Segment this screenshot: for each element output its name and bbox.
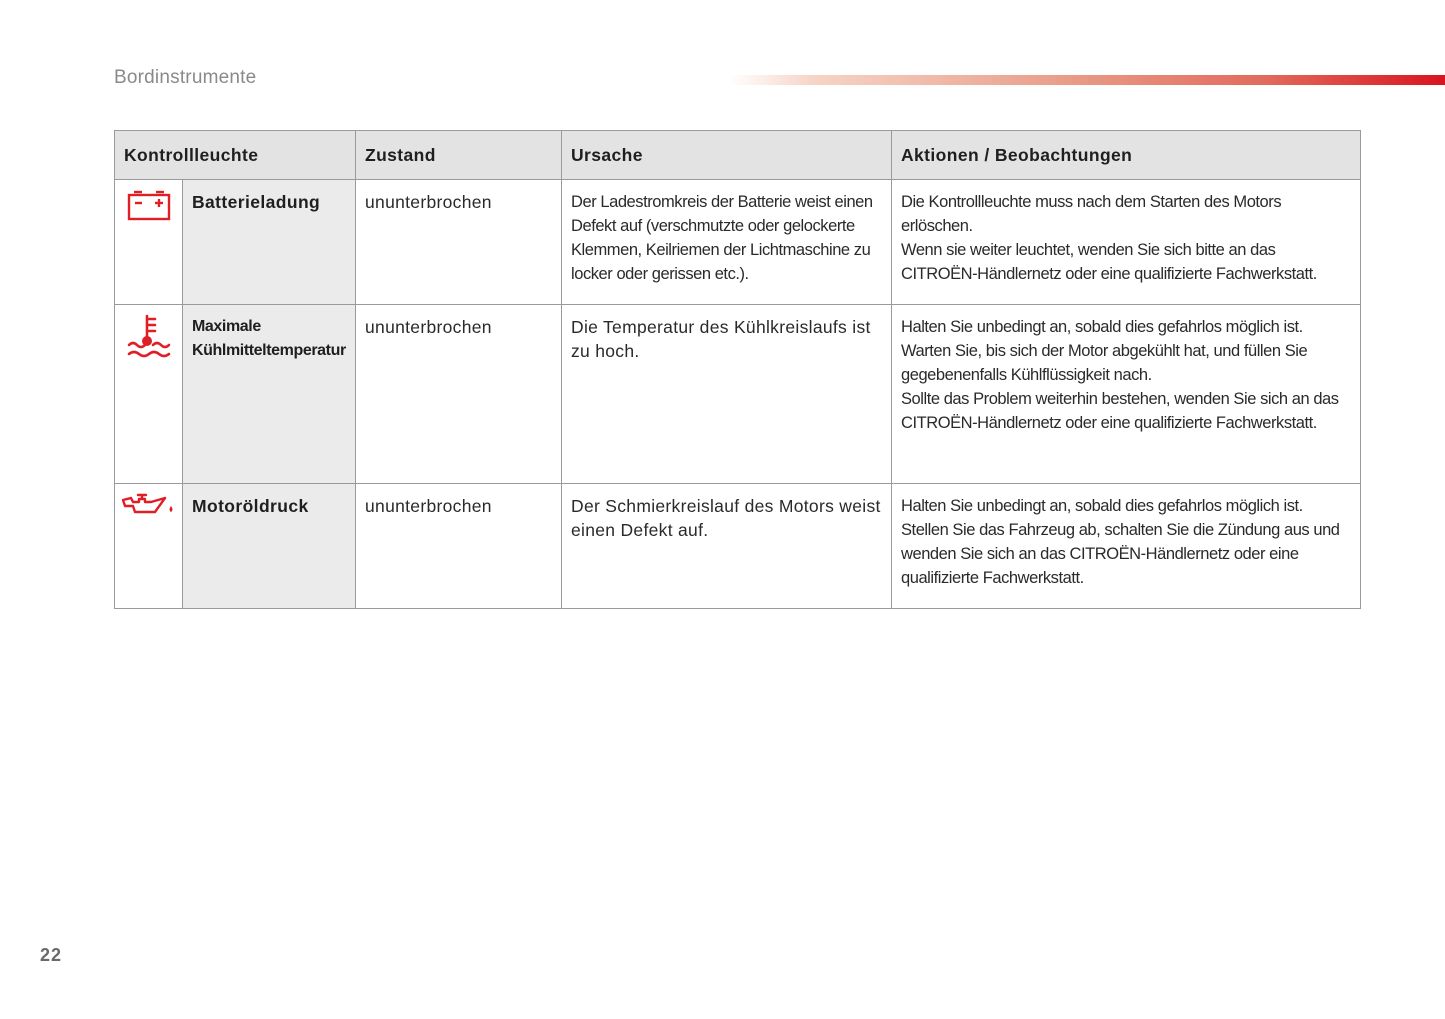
warning-state: ununterbrochen [356,484,562,609]
table-row [115,180,1361,305]
warning-actions [892,484,1361,609]
action-line: Sollte das Problem weiterhin bestehen, wenden Sie sich an das CITROËN-Händlernetz oder eine qualifizierte Fachwerkstatt. [901,390,1339,432]
icon-cell [115,305,183,484]
warning-name: Motoröldruck [183,484,356,609]
warning-name: Batterieladung [183,180,356,305]
warning-state: ununterbrochen [356,305,562,484]
warning-cause: Die Temperatur des Kühlkreislaufs ist zu hoch. [562,305,892,484]
battery-charge-icon [115,188,182,222]
action-line: Halten Sie unbedingt an, sobald dies gefahrlos möglich ist. Stellen Sie das Fahrzeug ab, schalten Sie die Zündung aus und wenden Sie sich an das CITROËN-Händlernetz oder eine qualifizierte Fachwerkstatt. [901,497,1340,587]
action-line: Warten Sie, bis sich der Motor abgekühlt hat, und füllen Sie gegebenenfalls Kühlflüssigkeit nach. [901,342,1308,384]
coolant-temperature-icon [115,313,182,359]
section-title: Bordinstrumente [114,67,257,88]
column-header-kontrollleuchte: Kontrollleuchte [115,131,356,180]
section-accent-bar [728,75,1445,85]
icon-cell [115,484,183,609]
table-row [115,305,1361,484]
warning-cause: Der Schmierkreislauf des Motors weist einen Defekt auf. [562,484,892,609]
warning-lights-table [114,130,1361,609]
action-line: Halten Sie unbedingt an, sobald dies gefahrlos möglich ist. [901,318,1303,336]
column-header-aktionen: Aktionen / Beobachtungen [892,131,1361,180]
warning-name: Maximale Kühlmitteltemperatur [183,305,356,484]
action-line: Die Kontrollleuchte muss nach dem Starten des Motors erlöschen. [901,193,1282,235]
column-header-ursache: Ursache [562,131,892,180]
warning-actions [892,305,1361,484]
warning-actions [892,180,1361,305]
warning-cause: Der Ladestromkreis der Batterie weist einen Defekt auf (verschmutzte oder gelockerte Klemmen, Keilriemen der Lichtmaschine zu locker oder gerissen etc.). [562,180,892,305]
warning-state: ununterbrochen [356,180,562,305]
table-row [115,484,1361,609]
column-header-zustand: Zustand [356,131,562,180]
icon-cell [115,180,183,305]
table-header-row [115,131,1361,180]
action-line: Wenn sie weiter leuchtet, wenden Sie sich bitte an das CITROËN-Händlernetz oder eine qualifizierte Fachwerkstatt. [901,241,1317,283]
page-number: 22 [40,945,63,965]
oil-pressure-icon [115,492,182,520]
